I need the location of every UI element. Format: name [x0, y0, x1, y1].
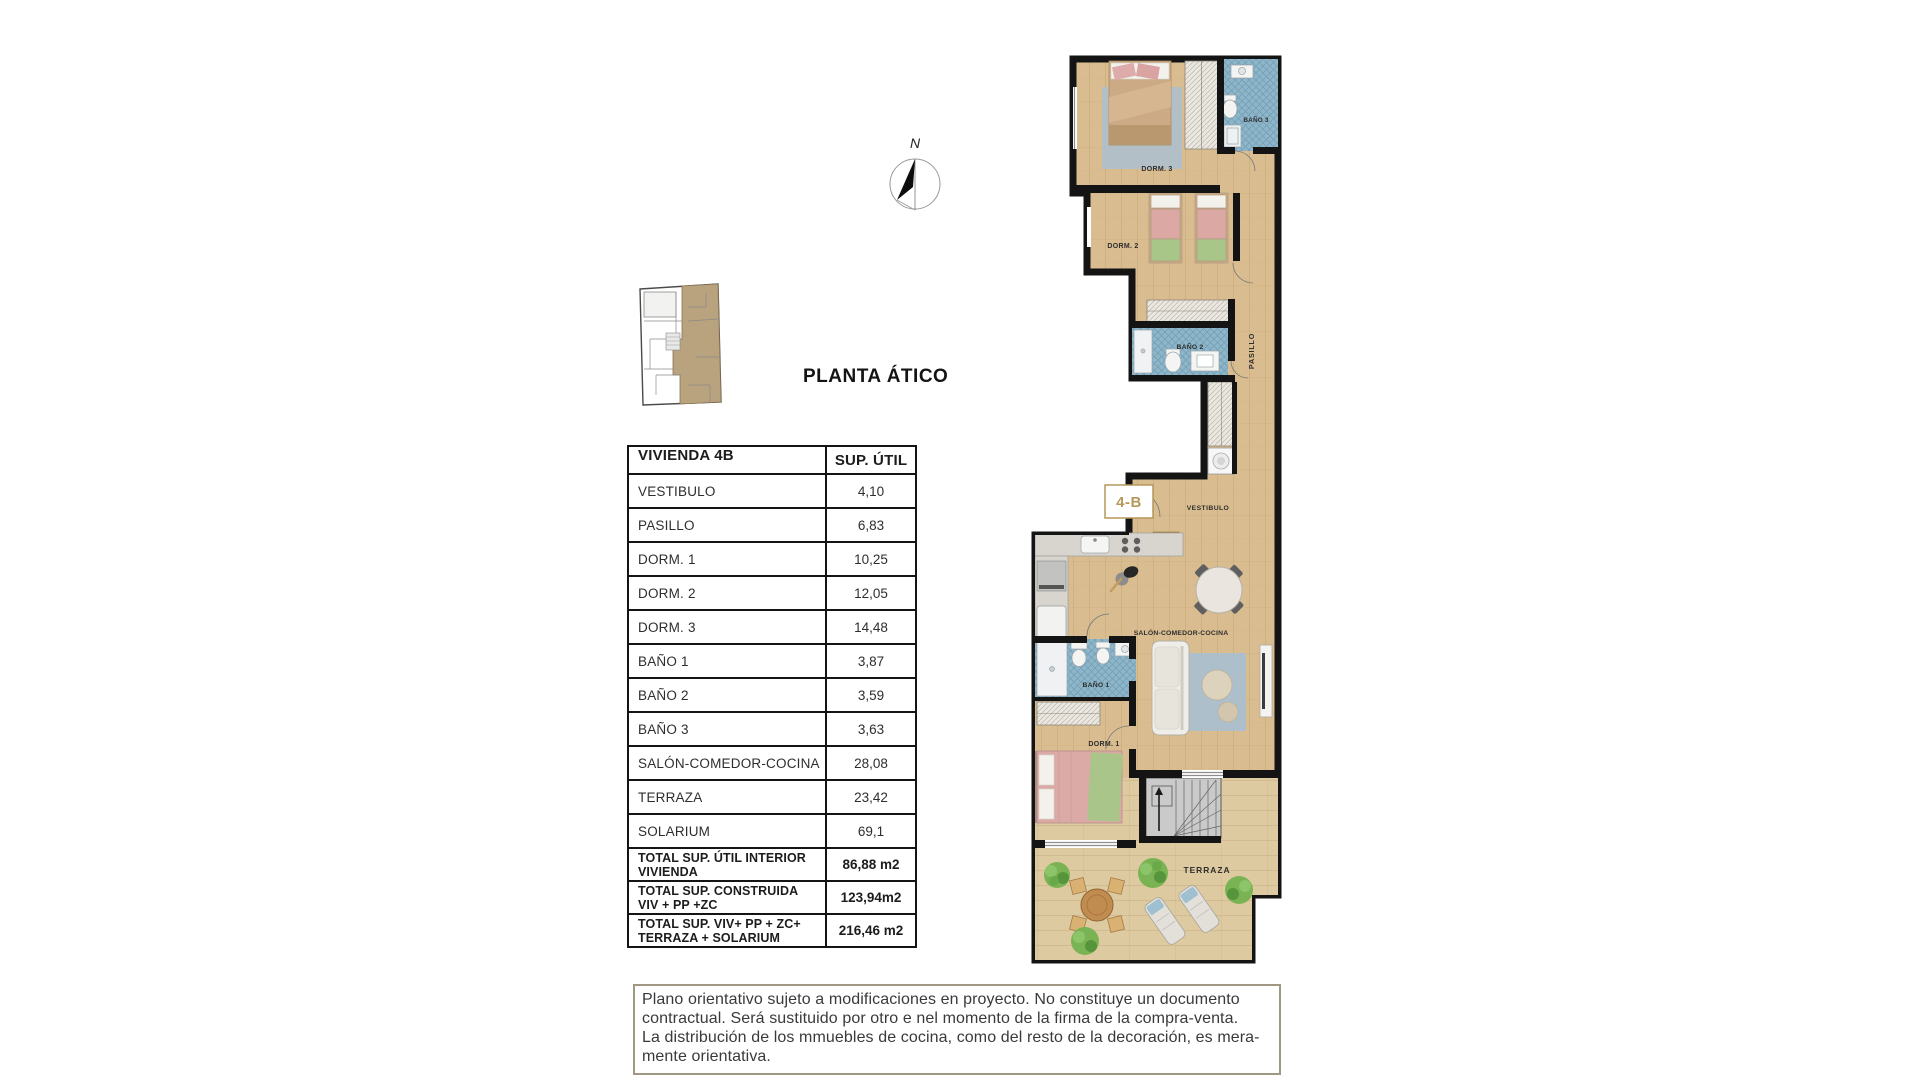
key-plan-stairs	[666, 333, 680, 350]
pouf-large	[1202, 670, 1232, 700]
table-row	[629, 507, 915, 541]
table-header-area: SUP. ÚTIL	[834, 451, 908, 469]
total-label-line1: TOTAL SUP. CONSTRUIDA	[638, 883, 799, 898]
dorm2-bed-2	[1195, 193, 1228, 263]
row-value: 3,59	[857, 687, 885, 703]
room-label-salon: SALÓN-COMEDOR-COCINA	[1133, 630, 1229, 637]
table-row	[629, 711, 915, 745]
table-row	[629, 745, 915, 779]
room-label-dorm1: DORM. 1	[1088, 741, 1120, 748]
total-label	[629, 882, 827, 913]
compass-north-label: N	[909, 135, 921, 151]
compass	[883, 132, 947, 226]
page-title: PLANTA ÁTICO	[803, 366, 949, 387]
row-value: 14,48	[854, 619, 888, 635]
tv-unit	[1260, 645, 1272, 717]
fridge	[1037, 606, 1066, 640]
table-row	[629, 575, 915, 609]
key-plan-room	[644, 292, 676, 317]
room-label-bano1: BAÑO 1	[1082, 682, 1110, 689]
dorm3-wardrobe	[1185, 61, 1218, 149]
disclaimer-line: La distribución de los mmuebles de cocina, como del resto de la decoración, es mera-	[642, 1029, 1260, 1046]
table-row	[629, 779, 915, 813]
row-value: 23,42	[854, 789, 888, 805]
table-row	[629, 643, 915, 677]
row-value: 28,08	[854, 755, 888, 771]
row-value: 6,83	[857, 517, 885, 533]
row-label: BAÑO 2	[629, 679, 827, 711]
disclaimer-line: Plano orientativo sujeto a modificaciones en proyecto. No constituye un documento	[642, 991, 1240, 1008]
row-label: SALÓN-COMEDOR-COCINA	[629, 747, 827, 779]
table-row	[629, 813, 915, 847]
total-value: 123,94m2	[840, 890, 902, 905]
stairs	[1146, 778, 1221, 838]
pouf-small	[1218, 702, 1238, 722]
areas-table	[627, 445, 917, 948]
unit-badge	[1105, 485, 1153, 518]
table-row	[629, 609, 915, 643]
table-row	[629, 677, 915, 711]
unit-badge-label: 4-B	[1116, 494, 1142, 511]
row-label: PASILLO	[629, 509, 827, 541]
row-label: SOLARIUM	[629, 815, 827, 847]
row-label: DORM. 2	[629, 577, 827, 609]
table-row	[629, 541, 915, 575]
total-label-line1: TOTAL SUP. VIV+ PP + ZC+	[638, 916, 801, 931]
total-value: 216,46 m2	[838, 923, 904, 938]
row-value: 69,1	[857, 823, 885, 839]
room-label-bano3: BAÑO 3	[1243, 117, 1269, 124]
key-plan	[630, 277, 730, 407]
table-row	[629, 473, 915, 507]
total-label	[629, 849, 827, 880]
plant	[1071, 927, 1099, 955]
room-label-bano2: BAÑO 2	[1176, 344, 1204, 351]
row-value: 3,87	[857, 653, 885, 669]
room-label-pasillo: PASILLO	[1247, 332, 1256, 370]
plant	[1138, 858, 1168, 888]
row-label: BAÑO 1	[629, 645, 827, 677]
disclaimer-line: contractual. Será sustituido por otro e nel momento de la firma de la compra-venta.	[642, 1010, 1239, 1027]
dorm1-bed	[1035, 751, 1123, 823]
room-label-terraza: TERRAZA	[1183, 865, 1231, 875]
laundry-closet	[1208, 382, 1235, 474]
plant	[1225, 876, 1253, 904]
disclaimer-box	[633, 984, 1281, 1075]
table-total-row	[629, 880, 915, 913]
room-label-vestibulo: VESTIBULO	[1186, 505, 1230, 512]
total-label-line1: TOTAL SUP. ÚTIL INTERIOR	[638, 850, 806, 865]
row-label: BAÑO 3	[629, 713, 827, 745]
row-label: TERRAZA	[629, 781, 827, 813]
row-value: 12,05	[854, 585, 888, 601]
total-label-line2: VIV + PP +ZC	[638, 897, 718, 912]
row-value: 3,63	[857, 721, 885, 737]
dorm3-bed	[1109, 61, 1171, 145]
table-header-unit: VIVIENDA 4B	[629, 447, 827, 473]
compass-needle	[897, 159, 915, 200]
total-label-line2: TERRAZA + SOLARIUM	[638, 930, 780, 945]
dorm1-wardrobe	[1037, 702, 1100, 725]
plant	[1044, 862, 1070, 888]
sofa	[1152, 641, 1189, 735]
compass-needle-edge	[897, 200, 915, 210]
row-label: DORM. 3	[629, 611, 827, 643]
room-label-dorm2: DORM. 2	[1107, 243, 1139, 250]
room-label-dorm3: DORM. 3	[1141, 166, 1173, 173]
total-value: 86,88 m2	[842, 857, 900, 872]
dining-table	[1194, 564, 1245, 616]
disclaimer-line: mente orientativa.	[642, 1048, 771, 1065]
row-label: VESTIBULO	[629, 475, 827, 507]
row-value: 4,10	[857, 483, 885, 499]
row-value: 10,25	[854, 551, 888, 567]
table-total-row	[629, 847, 915, 880]
table-total-row	[629, 913, 915, 946]
floor-plan	[1025, 45, 1295, 970]
table-header-row	[629, 447, 915, 473]
total-label	[629, 915, 827, 946]
total-label-line2: VIVIENDA	[638, 864, 698, 879]
hall-wardrobe	[1147, 300, 1231, 322]
row-label: DORM. 1	[629, 543, 827, 575]
dorm2-bed-1	[1149, 193, 1182, 263]
